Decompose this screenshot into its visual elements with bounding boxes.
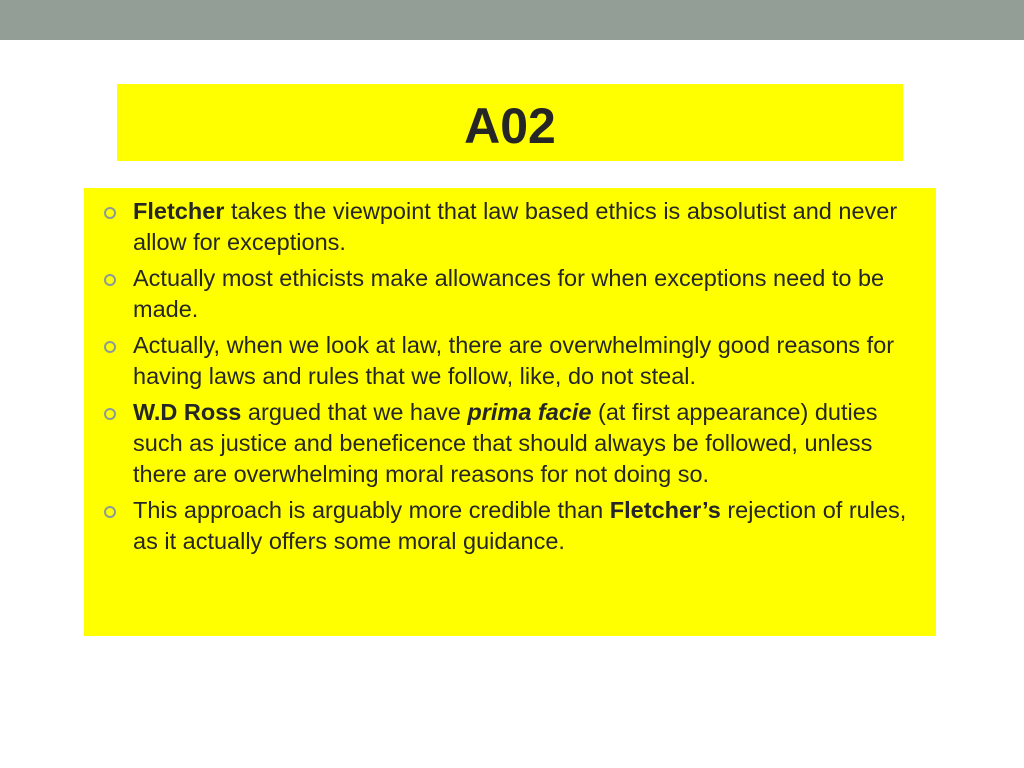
bullet-list bbox=[84, 196, 936, 562]
circle-bullet-icon bbox=[104, 274, 116, 286]
bullet-text: rejection of rules, as it actually offers some moral guidance. bbox=[133, 497, 907, 554]
bullet-text: (at first appearance) duties such as justice and beneficence that should always be followed, unless there are overwhelming moral reasons for not doing so. bbox=[133, 399, 878, 487]
top-band bbox=[0, 0, 1024, 40]
bullet-bold-term: Fletcher’s bbox=[609, 497, 721, 523]
bullet-text: takes the viewpoint that law based ethics is absolutist and never allow for exceptions. bbox=[133, 198, 898, 255]
circle-bullet-icon bbox=[104, 408, 116, 420]
bullet-item bbox=[84, 330, 936, 392]
slide-title: A02 bbox=[464, 97, 556, 154]
bullet-bold-lead: W.D Ross bbox=[133, 399, 242, 425]
bullet-item bbox=[84, 495, 936, 557]
bullet-item bbox=[84, 263, 936, 325]
content-box bbox=[84, 188, 936, 636]
circle-bullet-icon bbox=[104, 207, 116, 219]
bullet-text: Actually, when we look at law, there are overwhelmingly good reasons for having laws and rules that we follow, like, do not steal. bbox=[133, 332, 895, 389]
title-box bbox=[117, 84, 903, 161]
circle-bullet-icon bbox=[104, 341, 116, 353]
bullet-text: Actually most ethicists make allowances for when exceptions need to be made. bbox=[133, 265, 885, 322]
circle-bullet-icon bbox=[104, 506, 116, 518]
bullet-item bbox=[84, 397, 936, 490]
bullet-bold-italic-term: prima facie bbox=[467, 399, 592, 425]
bullet-text: argued that we have bbox=[241, 399, 468, 425]
bullet-bold-lead: Fletcher bbox=[133, 198, 225, 224]
bullet-item bbox=[84, 196, 936, 258]
bullet-text: This approach is arguably more credible than bbox=[133, 497, 610, 523]
